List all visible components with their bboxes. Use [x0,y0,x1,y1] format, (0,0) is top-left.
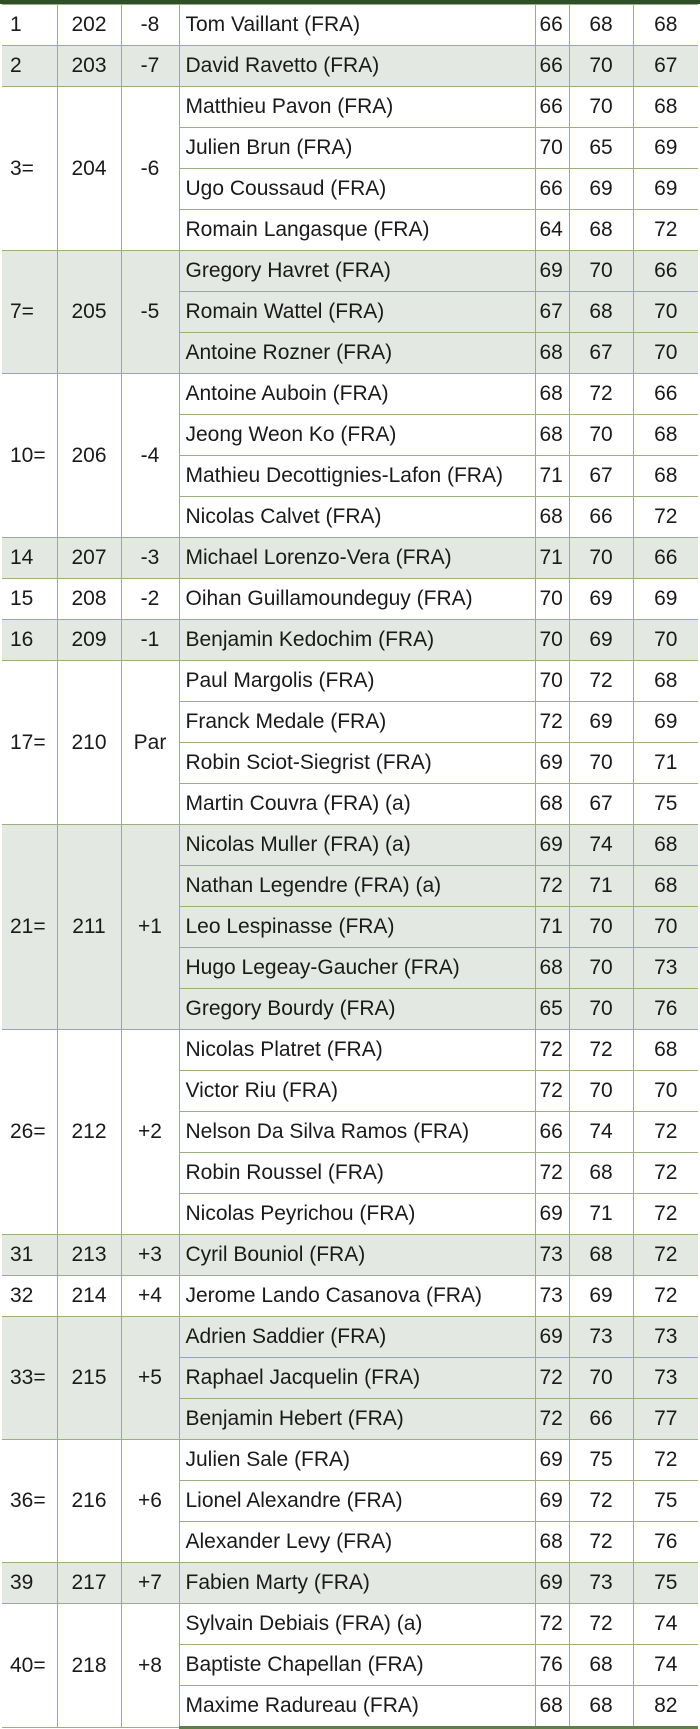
player-name: Nicolas Peyrichou (FRA) [179,1194,535,1235]
total-cell: 217 [57,1563,121,1604]
round-2-score: 70 [569,415,633,456]
round-2-score: 70 [569,1071,633,1112]
to-par-cell: +4 [121,1276,179,1317]
table-row [2,374,698,415]
round-1-score: 66 [535,169,569,210]
player-name: Gregory Havret (FRA) [179,251,535,292]
round-2-score: 68 [569,1235,633,1276]
round-3-score: 68 [633,415,698,456]
round-3-score: 75 [633,1563,698,1604]
total-cell: 203 [57,46,121,87]
player-name: Nicolas Muller (FRA) (a) [179,825,535,866]
round-1-score: 68 [535,948,569,989]
to-par-cell: -1 [121,620,179,661]
to-par-cell: Par [121,661,179,825]
player-name: Nicolas Calvet (FRA) [179,497,535,538]
round-2-score: 70 [569,46,633,87]
round-3-score: 77 [633,1399,698,1440]
player-name: Gregory Bourdy (FRA) [179,989,535,1030]
round-3-score: 69 [633,128,698,169]
player-name: Sylvain Debiais (FRA) (a) [179,1604,535,1645]
round-3-score: 73 [633,1317,698,1358]
round-2-score: 68 [569,210,633,251]
round-1-score: 70 [535,128,569,169]
round-2-score: 69 [569,1276,633,1317]
player-name: Oihan Guillamoundeguy (FRA) [179,579,535,620]
round-2-score: 72 [569,1481,633,1522]
total-cell: 209 [57,620,121,661]
player-name: Baptiste Chapellan (FRA) [179,1645,535,1686]
position-cell: 17= [2,661,57,825]
player-name: Raphael Jacquelin (FRA) [179,1358,535,1399]
player-name: Nicolas Platret (FRA) [179,1030,535,1071]
round-2-score: 71 [569,866,633,907]
round-3-score: 68 [633,825,698,866]
to-par-cell: -3 [121,538,179,579]
round-3-score: 72 [633,497,698,538]
round-1-score: 69 [535,1563,569,1604]
round-2-score: 70 [569,948,633,989]
player-name: Jeong Weon Ko (FRA) [179,415,535,456]
round-3-score: 68 [633,87,698,128]
round-1-score: 68 [535,374,569,415]
round-2-score: 70 [569,1358,633,1399]
total-cell: 210 [57,661,121,825]
total-cell: 207 [57,538,121,579]
round-2-score: 67 [569,333,633,374]
round-2-score: 75 [569,1440,633,1481]
round-3-score: 69 [633,169,698,210]
round-2-score: 71 [569,1194,633,1235]
round-1-score: 65 [535,989,569,1030]
round-2-score: 74 [569,825,633,866]
total-cell: 214 [57,1276,121,1317]
to-par-cell: -7 [121,46,179,87]
to-par-cell: -8 [121,5,179,46]
round-1-score: 69 [535,825,569,866]
round-2-score: 66 [569,1399,633,1440]
round-2-score: 73 [569,1563,633,1604]
position-cell: 32 [2,1276,57,1317]
position-cell: 36= [2,1440,57,1563]
round-2-score: 72 [569,1604,633,1645]
position-cell: 16 [2,620,57,661]
round-3-score: 66 [633,538,698,579]
round-1-score: 68 [535,1522,569,1563]
to-par-cell: -2 [121,579,179,620]
to-par-cell: +6 [121,1440,179,1563]
round-3-score: 68 [633,5,698,46]
round-2-score: 74 [569,1112,633,1153]
player-name: Lionel Alexandre (FRA) [179,1481,535,1522]
position-cell: 26= [2,1030,57,1235]
player-name: David Ravetto (FRA) [179,46,535,87]
round-1-score: 73 [535,1276,569,1317]
round-2-score: 70 [569,907,633,948]
round-2-score: 72 [569,1522,633,1563]
round-1-score: 66 [535,46,569,87]
round-2-score: 68 [569,1153,633,1194]
total-cell: 211 [57,825,121,1030]
round-1-score: 69 [535,1317,569,1358]
round-1-score: 72 [535,1071,569,1112]
table-row [2,1235,698,1276]
total-cell: 218 [57,1604,121,1728]
table-row [2,46,698,87]
round-3-score: 68 [633,866,698,907]
player-name: Mathieu Decottignies-Lafon (FRA) [179,456,535,497]
round-3-score: 74 [633,1604,698,1645]
round-2-score: 65 [569,128,633,169]
round-3-score: 73 [633,1358,698,1399]
round-2-score: 70 [569,87,633,128]
round-1-score: 66 [535,5,569,46]
round-1-score: 72 [535,702,569,743]
round-1-score: 70 [535,579,569,620]
to-par-cell: -6 [121,87,179,251]
to-par-cell: +3 [121,1235,179,1276]
player-name: Franck Medale (FRA) [179,702,535,743]
total-cell: 204 [57,87,121,251]
round-2-score: 69 [569,702,633,743]
player-name: Martin Couvra (FRA) (a) [179,784,535,825]
round-3-score: 70 [633,292,698,333]
round-2-score: 69 [569,579,633,620]
player-name: Fabien Marty (FRA) [179,1563,535,1604]
round-2-score: 69 [569,620,633,661]
round-3-score: 71 [633,743,698,784]
table-row [2,1276,698,1317]
round-2-score: 66 [569,497,633,538]
round-1-score: 67 [535,292,569,333]
player-name: Victor Riu (FRA) [179,1071,535,1112]
to-par-cell: +5 [121,1317,179,1440]
round-1-score: 73 [535,1235,569,1276]
round-3-score: 76 [633,1522,698,1563]
round-1-score: 64 [535,210,569,251]
round-1-score: 68 [535,333,569,374]
round-1-score: 72 [535,1030,569,1071]
position-cell: 3= [2,87,57,251]
round-2-score: 70 [569,989,633,1030]
round-2-score: 70 [569,743,633,784]
player-name: Leo Lespinasse (FRA) [179,907,535,948]
total-cell: 212 [57,1030,121,1235]
round-1-score: 72 [535,1399,569,1440]
round-2-score: 68 [569,5,633,46]
position-cell: 21= [2,825,57,1030]
round-1-score: 72 [535,1358,569,1399]
player-name: Nelson Da Silva Ramos (FRA) [179,1112,535,1153]
table-row [2,620,698,661]
player-name: Benjamin Kedochim (FRA) [179,620,535,661]
round-1-score: 70 [535,661,569,702]
round-3-score: 66 [633,374,698,415]
round-3-score: 70 [633,333,698,374]
round-1-score: 68 [535,784,569,825]
player-name: Ugo Coussaud (FRA) [179,169,535,210]
round-1-score: 69 [535,743,569,784]
round-3-score: 72 [633,1276,698,1317]
round-2-score: 67 [569,456,633,497]
results-table [2,4,698,1729]
table-row [2,825,698,866]
round-2-score: 68 [569,1686,633,1728]
to-par-cell: +1 [121,825,179,1030]
total-cell: 213 [57,1235,121,1276]
table-row [2,538,698,579]
position-cell: 7= [2,251,57,374]
round-2-score: 68 [569,292,633,333]
round-3-score: 72 [633,1153,698,1194]
round-1-score: 72 [535,1153,569,1194]
round-2-score: 70 [569,251,633,292]
player-name: Romain Langasque (FRA) [179,210,535,251]
player-name: Antoine Rozner (FRA) [179,333,535,374]
player-name: Jerome Lando Casanova (FRA) [179,1276,535,1317]
player-name: Benjamin Hebert (FRA) [179,1399,535,1440]
round-1-score: 71 [535,538,569,579]
player-name: Julien Brun (FRA) [179,128,535,169]
position-cell: 31 [2,1235,57,1276]
player-name: Alexander Levy (FRA) [179,1522,535,1563]
round-1-score: 71 [535,907,569,948]
round-3-score: 68 [633,1030,698,1071]
player-name: Robin Sciot-Siegrist (FRA) [179,743,535,784]
round-3-score: 75 [633,1481,698,1522]
round-3-score: 75 [633,784,698,825]
total-cell: 205 [57,251,121,374]
round-1-score: 69 [535,1440,569,1481]
round-2-score: 67 [569,784,633,825]
round-3-score: 67 [633,46,698,87]
position-cell: 14 [2,538,57,579]
player-name: Matthieu Pavon (FRA) [179,87,535,128]
position-cell: 2 [2,46,57,87]
round-1-score: 72 [535,1604,569,1645]
table-row [2,251,698,292]
to-par-cell: +8 [121,1604,179,1728]
total-cell: 206 [57,374,121,538]
player-name: Hugo Legeay-Gaucher (FRA) [179,948,535,989]
round-3-score: 72 [633,210,698,251]
round-3-score: 68 [633,661,698,702]
round-1-score: 68 [535,497,569,538]
player-name: Julien Sale (FRA) [179,1440,535,1481]
round-2-score: 68 [569,1645,633,1686]
table-row [2,5,698,46]
to-par-cell: -5 [121,251,179,374]
position-cell: 1 [2,5,57,46]
round-3-score: 70 [633,1071,698,1112]
total-cell: 216 [57,1440,121,1563]
position-cell: 15 [2,579,57,620]
table-row [2,661,698,702]
total-cell: 215 [57,1317,121,1440]
table-row [2,1030,698,1071]
round-2-score: 73 [569,1317,633,1358]
round-1-score: 66 [535,1112,569,1153]
round-3-score: 72 [633,1194,698,1235]
table-row [2,87,698,128]
table-row [2,1440,698,1481]
round-1-score: 66 [535,87,569,128]
table-row [2,579,698,620]
player-name: Michael Lorenzo-Vera (FRA) [179,538,535,579]
round-3-score: 82 [633,1686,698,1728]
table-row [2,1563,698,1604]
round-2-score: 70 [569,538,633,579]
player-name: Tom Vaillant (FRA) [179,5,535,46]
to-par-cell: -4 [121,374,179,538]
round-1-score: 68 [535,1686,569,1728]
round-3-score: 69 [633,702,698,743]
round-3-score: 72 [633,1235,698,1276]
round-3-score: 73 [633,948,698,989]
player-name: Antoine Auboin (FRA) [179,374,535,415]
round-1-score: 72 [535,866,569,907]
total-cell: 208 [57,579,121,620]
round-3-score: 66 [633,251,698,292]
player-name: Maxime Radureau (FRA) [179,1686,535,1728]
round-1-score: 76 [535,1645,569,1686]
round-2-score: 72 [569,1030,633,1071]
position-cell: 10= [2,374,57,538]
round-1-score: 69 [535,1194,569,1235]
round-3-score: 74 [633,1645,698,1686]
round-1-score: 69 [535,251,569,292]
round-1-score: 69 [535,1481,569,1522]
to-par-cell: +2 [121,1030,179,1235]
round-3-score: 72 [633,1440,698,1481]
round-1-score: 70 [535,620,569,661]
round-3-score: 76 [633,989,698,1030]
round-2-score: 72 [569,374,633,415]
round-1-score: 68 [535,415,569,456]
round-3-score: 69 [633,579,698,620]
player-name: Robin Roussel (FRA) [179,1153,535,1194]
player-name: Paul Margolis (FRA) [179,661,535,702]
position-cell: 40= [2,1604,57,1728]
results-body [2,5,698,1728]
table-row [2,1604,698,1645]
player-name: Adrien Saddier (FRA) [179,1317,535,1358]
position-cell: 39 [2,1563,57,1604]
round-2-score: 72 [569,661,633,702]
round-1-score: 71 [535,456,569,497]
table-row [2,1317,698,1358]
round-3-score: 70 [633,907,698,948]
total-cell: 202 [57,5,121,46]
player-name: Romain Wattel (FRA) [179,292,535,333]
round-3-score: 72 [633,1112,698,1153]
player-name: Nathan Legendre (FRA) (a) [179,866,535,907]
round-3-score: 68 [633,456,698,497]
position-cell: 33= [2,1317,57,1440]
round-2-score: 69 [569,169,633,210]
player-name: Cyril Bouniol (FRA) [179,1235,535,1276]
round-3-score: 70 [633,620,698,661]
to-par-cell: +7 [121,1563,179,1604]
